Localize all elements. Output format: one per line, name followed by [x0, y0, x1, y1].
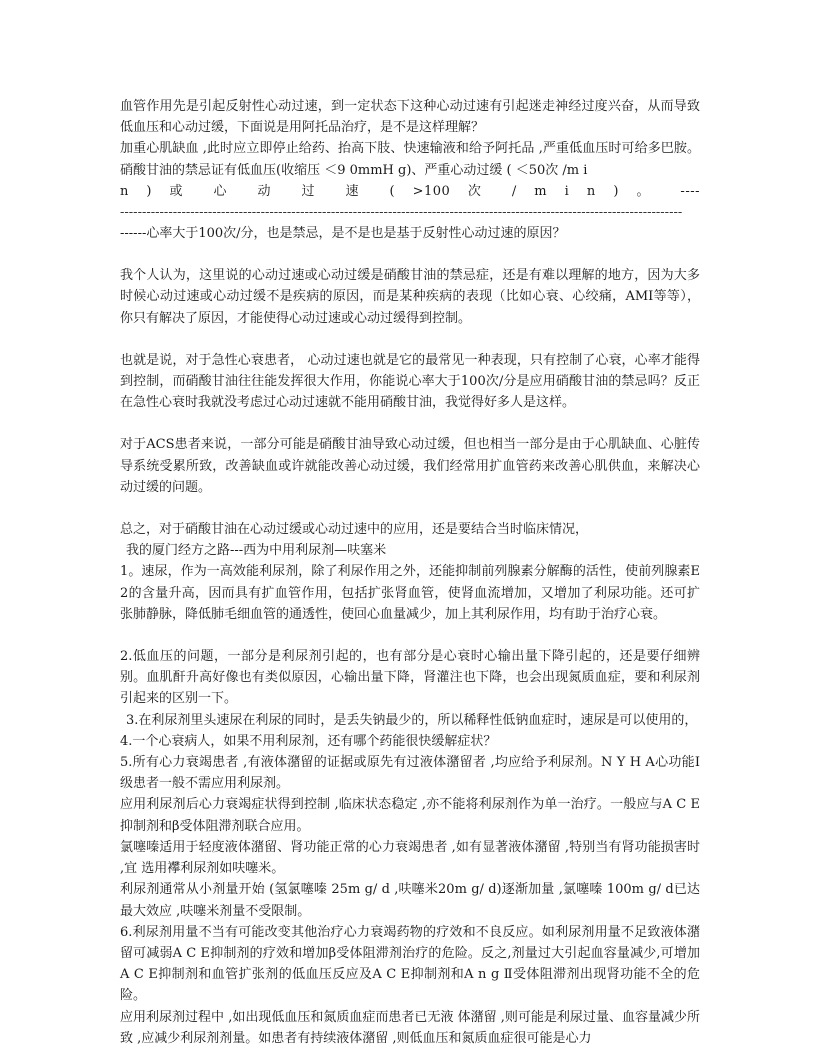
list-item-6-detail: 应用利尿剂过程中 ,如出现低血压和氮质血症而患者已无液 体潴留 ,则可能是利尿过量、血容量减少所致 ,应减少利尿剂剂量。如患者有持续液体潴留 ,则低血压和氮质血症很可能是心力 [120, 1009, 700, 1046]
answer-paragraph-1: 我个人认为，这里说的心动过速或心动过缓是硝酸甘油的禁忌症，还是有难以理解的地方，因为大多时候心动过速或心动过缓不是疾病的原因，而是某种疾病的表现（比如心衰、心绞痛，AMI等等），你只有解决了原因，才能使得心动过速或心动过缓得到控制。 [120, 268, 700, 326]
document-page [120, 96, 700, 1049]
list-item-3: 3.在利尿剂里头速尿在利尿的同时，是丢失钠最少的，所以稀释性低钠血症时，速尿是可以使用的， [126, 712, 698, 728]
dash-separator: -------------------------------------------------------------------------------------------------------------------------------- [120, 205, 683, 221]
list-item-6: 6.利尿剂用量不当有可能改变其他治疗心力衰竭药物的疗效和不良反应。如利尿剂用量不足致液体潴留可减弱A C E抑制剂的疗效和增加β受体阻滞剂治疗的危险。反之,剂量过大引起血容量减少,可增加A C E抑制剂和血管扩张剂的低血压反应及A C E抑制剂和A n g Ⅱ受体阻滞剂出现肾功能不全的危险。 [120, 924, 700, 1004]
summary-line: 总之，对于硝酸甘油在心动过缓或心动过速中的应用，还是要结合当时临床情况， [120, 522, 589, 538]
question-paragraph-2-spread-line: n ) 或 心 动 过 速 ( >100 次 / m i n ) 。 ---- [120, 183, 700, 199]
list-item-2: 2.低血压的问题，一部分是利尿剂引起的，也有部分是心衰时心输出量下降引起的，还是要仔细辨别。血肌酐升高好像也有类似原因，心输出量下降，肾灌注也下降，也会出现氮质血症，要和利尿剂引起来的区别一下。 [120, 649, 700, 707]
section-heading: 我的厦门经方之路---西为中用利尿剂—呋塞米 [126, 543, 387, 559]
question-paragraph-1: 血管作用先是引起反射性心动过速，到一定状态下这种心动过速有引起迷走神经过度兴奋，从而导致低血压和心动过缓，下面说是用阿托品治疗，是不是这样理解？ [120, 99, 700, 136]
answer-paragraph-3: 对于ACS患者来说，一部分可能是硝酸甘油导致心动过缓，但也相当一部分是由于心肌缺血、心脏传导系统受累所致，改善缺血或许就能改善心动过缓，我们经常用扩血管药来改善心肌供血，来解决心动过缓的问题。 [120, 437, 700, 495]
list-item-5-detail-3: 利尿剂通常从小剂量开始 (氢氯噻嗪 25m g/ d ,呋噻米20m g/ d)逐渐加量 ,氯噻嗪 100m g/ d已达最大效应 ,呋噻米剂量不受限制。 [120, 882, 700, 919]
question-paragraph-2: 加重心肌缺血 ,此时应立即停止给药、抬高下肢、快速输液和给予阿托品 ,严重低血压时可给多巴胺。硝酸甘油的禁忌证有低血压(收缩压 ＜9 0mmH g)、严重心动过缓 ( ＜50次 /m i [120, 141, 700, 178]
list-item-1: 1。速尿，作为一高效能利尿剂，除了利尿作用之外，还能抑制前列腺素分解酶的活性，使前列腺素E2的含量升高，因而具有扩血管作用，包括扩张肾血管，使肾血流增加，又增加了利尿功能。还可扩张肺静脉，降低肺毛细血管的通透性，使回心血量减少，加上其利尿作用，均有助于治疗心衰。 [120, 564, 700, 622]
list-item-5-detail-1: 应用利尿剂后心力衰竭症状得到控制 ,临床状态稳定 ,亦不能将利尿剂作为单一治疗。一般应与A C E抑制剂和β受体阻滞剂联合应用。 [120, 797, 700, 834]
answer-paragraph-2: 也就是说，对于急性心衰患者， 心动过速也就是它的最常见一种表现，只有控制了心衰，心率才能得到控制，而硝酸甘油往往能发挥很大作用，你能说心率大于100次/分是应用硝酸甘油的禁忌吗？反正在急性心衰时我就没考虑过心动过速就不能用硝酸甘油，我觉得好多人是这样。 [120, 352, 700, 411]
list-item-5-detail-2: 氯噻嗪适用于轻度液体潴留、肾功能正常的心力衰竭患者 ,如有显著液体潴留 ,特别当有肾功能损害时 ,宜 选用襻利尿剂如呋噻米。 [120, 839, 700, 877]
question-paragraph-3: ------心率大于100次/分，也是禁忌，是不是也是基于反射性心动过速的原因？ [120, 226, 566, 242]
list-item-4: 4.一个心衰病人，如果不用利尿剂，还有哪个药能很快缓解症状？ [120, 733, 497, 749]
list-item-5: 5.所有心力衰竭患者 ,有液体潴留的证据或原先有过液体潴留者 ,均应给予利尿剂。N Y H A心功能Ⅰ级患者一般不需应用利尿剂。 [120, 755, 700, 792]
